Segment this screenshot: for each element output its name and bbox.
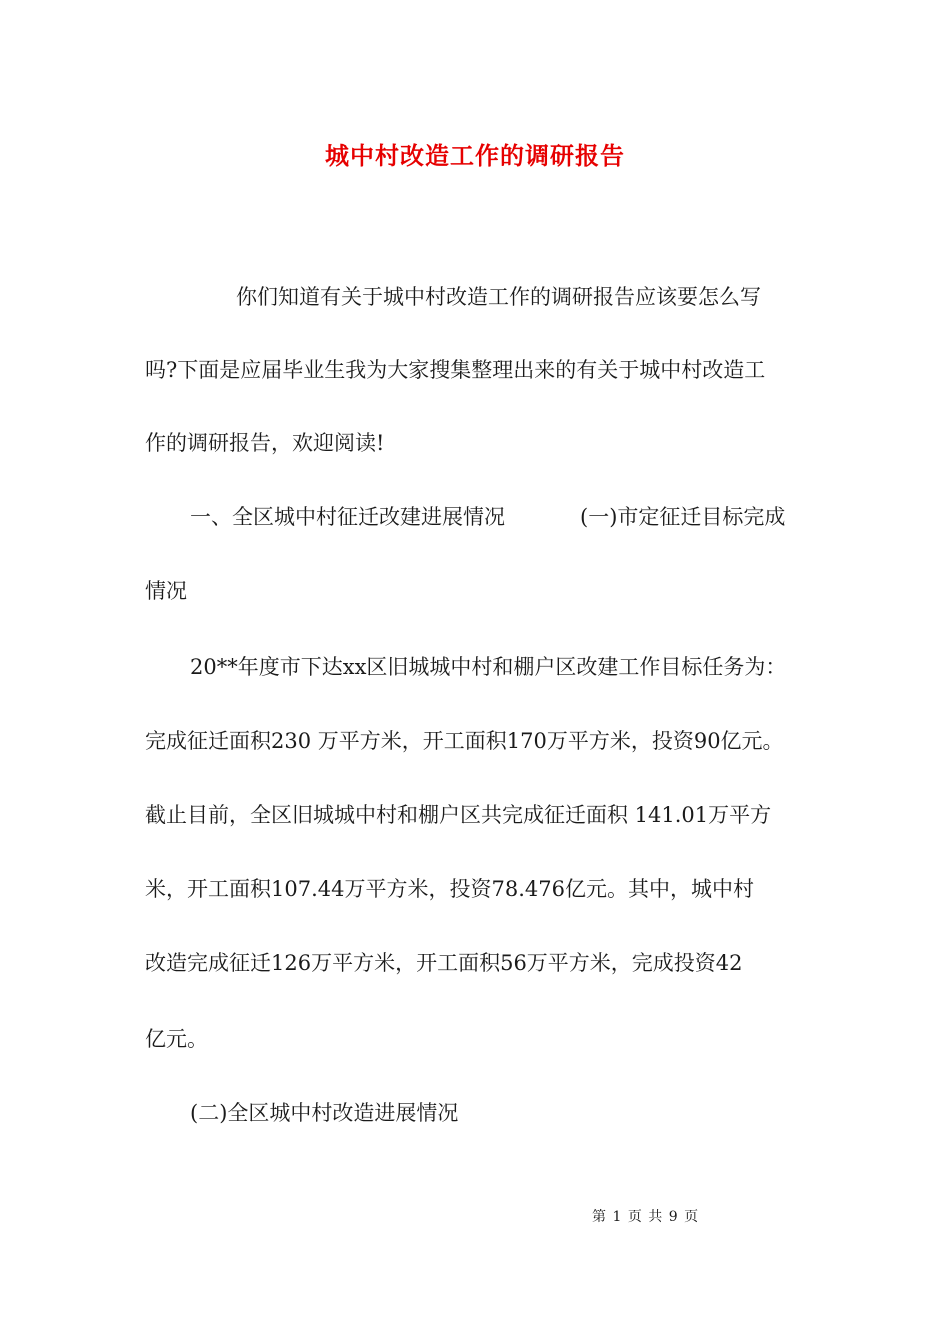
paragraph-line: 你们知道有关于城中村改造工作的调研报告应该要怎么写 [236,285,761,309]
footer-suffix: 页 [684,1209,700,1225]
paragraph-line: 情况 [145,579,187,603]
footer-current-page: 1 [612,1209,623,1225]
page-footer [592,1206,699,1226]
footer-page-word: 页 [627,1209,643,1225]
paragraph-line: 20**年度市下达xx区旧城城中村和棚户区改建工作目标任务为： [190,655,787,679]
paragraph-line: 作的调研报告，欢迎阅读! [145,431,385,455]
footer-total-word: 共 [648,1209,664,1225]
paragraph-line: 吗?下面是应届毕业生我为大家搜集整理出来的有关于城中村改造工 [145,358,766,382]
footer-prefix: 第 [592,1209,607,1225]
paragraph-line: 亿元。 [145,1027,208,1051]
paragraph-line: 截止目前，全区旧城城中村和棚户区共完成征迁面积 141.01万平方 [145,803,772,827]
footer-total-pages: 9 [668,1209,679,1225]
subsection-heading: (一)市定征迁目标完成 [580,505,786,529]
paragraph-line: 完成征迁面积230 万平方米，开工面积170万平方米，投资90亿元。 [145,729,784,753]
document-title: 城中村改造工作的调研报告 [325,141,625,170]
paragraph-line: 米，开工面积107.44万平方米，投资78.476亿元。其中，城中村 [145,877,754,901]
paragraph-line: 改造完成征迁126万平方米，开工面积56万平方米，完成投资42 [145,951,743,975]
subsection-heading: (二)全区城中村改造进展情况 [190,1101,459,1125]
section-heading: 一、全区城中村征迁改建进展情况 [190,505,505,529]
